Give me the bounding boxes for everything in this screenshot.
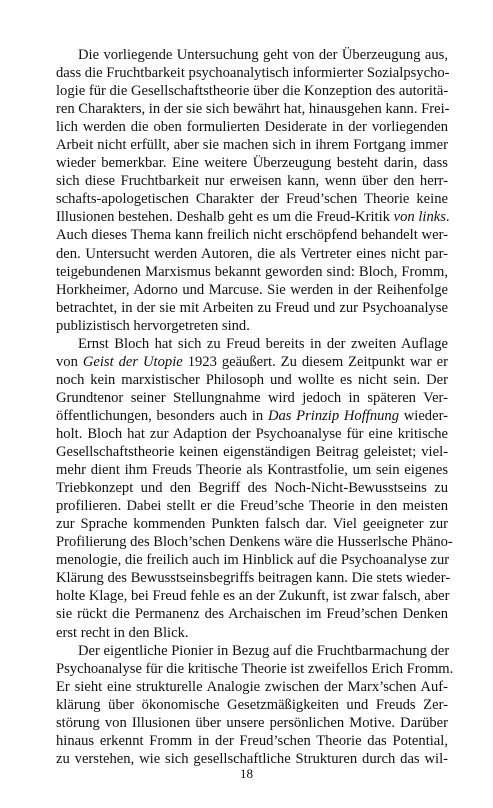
text-line: erst recht in den Blick.: [56, 624, 189, 641]
text-line: Klärung des Bewusstseinsbegriffs beitragen kann. Die stets wieder-: [56, 570, 451, 587]
text-line: störung von Illusionen über unsere persönlichen Motive. Darüber: [56, 714, 448, 731]
text-line: öffentlichungen, besonders auch in Das Prinzip Hoffnung wieder-: [56, 407, 449, 424]
text-line: noch kein marxistischer Philosoph und wollte es nicht sein. Der: [56, 371, 448, 388]
text-line: Triebkonzept und den Begriff des Noch-Nicht-Bewusstseins zu: [56, 480, 448, 497]
text-line: logie für die Gesellschaftstheorie über die Konzeption des autoritä-: [56, 83, 449, 100]
text-line: Grundtenor seiner Stellungnahme wird jedoch in späteren Ver-: [56, 389, 448, 406]
text-line: Ernst Bloch hat sich zu Freud bereits in der zweiten Auflage: [78, 335, 448, 352]
text-line: Illusionen bestehen. Deshalb geht es um die Freud-Kritik von links.: [56, 209, 450, 226]
text-line: profilieren. Dabei stellt er die Freud’sche Theorie in den meisten: [56, 498, 448, 515]
text-line: Er sieht eine strukturelle Analogie zwischen der Marx’schen Auf-: [56, 678, 448, 695]
text-line: schafts-apologetischen Charakter der Freud’schen Theorie keine: [56, 191, 448, 208]
paragraph: [56, 46, 448, 335]
text-line: Horkheimer, Adorno und Marcuse. Sie werden in der Reihenfolge: [56, 281, 448, 298]
text-line: hinaus erkennt Fromm in der Freud’schen Theorie das Potential,: [56, 732, 448, 749]
text-line: mehr dient ihm Freuds Theorie als Kontrastfolie, um sein eigenes: [56, 462, 448, 479]
text-line: von Geist der Utopie 1923 geäußert. Zu diesem Zeitpunkt war er: [56, 353, 448, 370]
text-line: teigebundenen Marxismus bekannt geworden sind: Bloch, Fromm,: [56, 263, 448, 280]
text-line: wieder bemerkbar. Eine weitere Überzeugung besteht darin, dass: [56, 155, 448, 172]
text-line: Gesellschaftstheorie keinen eigenständigen Beitrag geleistet; viel-: [56, 444, 448, 461]
text-line: Arbeit nicht erfüllt, aber sie machen sich in ihrem Fortgang immer: [56, 137, 448, 154]
page-body: [56, 46, 454, 768]
page-number: 18: [240, 766, 253, 781]
text-line: klärung über ökonomische Gesetzmäßigkeiten und Freuds Zer-: [56, 696, 448, 713]
text-line: betrachtet, in der sie mit Arbeiten zu Freud und zur Psychoanalyse: [56, 299, 448, 316]
text-line: menologie, die freilich auch im Hinblick auf die Psychoanalyse zur: [56, 552, 450, 569]
text-line: den. Untersucht werden Autoren, die als Vertreter eines nicht par-: [56, 245, 448, 262]
italic-title: Geist der Utopie: [82, 353, 183, 370]
text-line: publizistisch hervorgetreten sind.: [56, 317, 250, 334]
paragraph: [56, 642, 454, 768]
text-line: Der eigentliche Pionier in Bezug auf die Fruchtbarmachung der: [78, 642, 450, 659]
text-line: dass die Fruchtbarkeit psychoanalytisch informierter Sozialpsycho-: [56, 65, 450, 82]
italic-title: von links: [393, 209, 446, 226]
italic-title: Das Prinzip Hoffnung: [267, 407, 400, 424]
text-line: sie rückt die Permanenz des Archaischen im Freud’schen Denken: [56, 606, 448, 623]
text-line: Profilierung des Bloch’schen Denkens wäre die Husserlsche Phäno-: [56, 534, 453, 551]
text-line: zu verstehen, wie sich gesellschaftliche Strukturen durch das wil-: [56, 750, 448, 767]
text-line: Die vorliegende Untersuchung geht von der Überzeugung aus,: [78, 47, 448, 63]
text-line: Auch dieses Thema kann freilich nicht erschöpfend behandelt wer-: [56, 227, 448, 244]
paragraph: [56, 335, 453, 642]
text-line: lich werden die oben formulierten Desiderate in der vorliegenden: [56, 119, 448, 136]
text-line: Psychoanalyse für die kritische Theorie ist zweifellos Erich Fromm.: [56, 660, 454, 677]
text-line: zur Sprache kommenden Punkten falsch dar. Viel geeigneter zur: [56, 516, 448, 533]
text-line: ren Charakters, in der sie sich bewährt hat, hinausgehen kann. Frei-: [56, 101, 450, 118]
text-line: holte Klage, bei Freud fehle es an der Zukunft, ist zwar falsch, aber: [56, 588, 450, 605]
text-line: sich diese Fruchtbarkeit nur erweisen kann, wenn über den herr-: [56, 173, 448, 190]
text-line: holt. Bloch hat zur Adaption der Psychoanalyse für eine kritische: [56, 425, 448, 442]
